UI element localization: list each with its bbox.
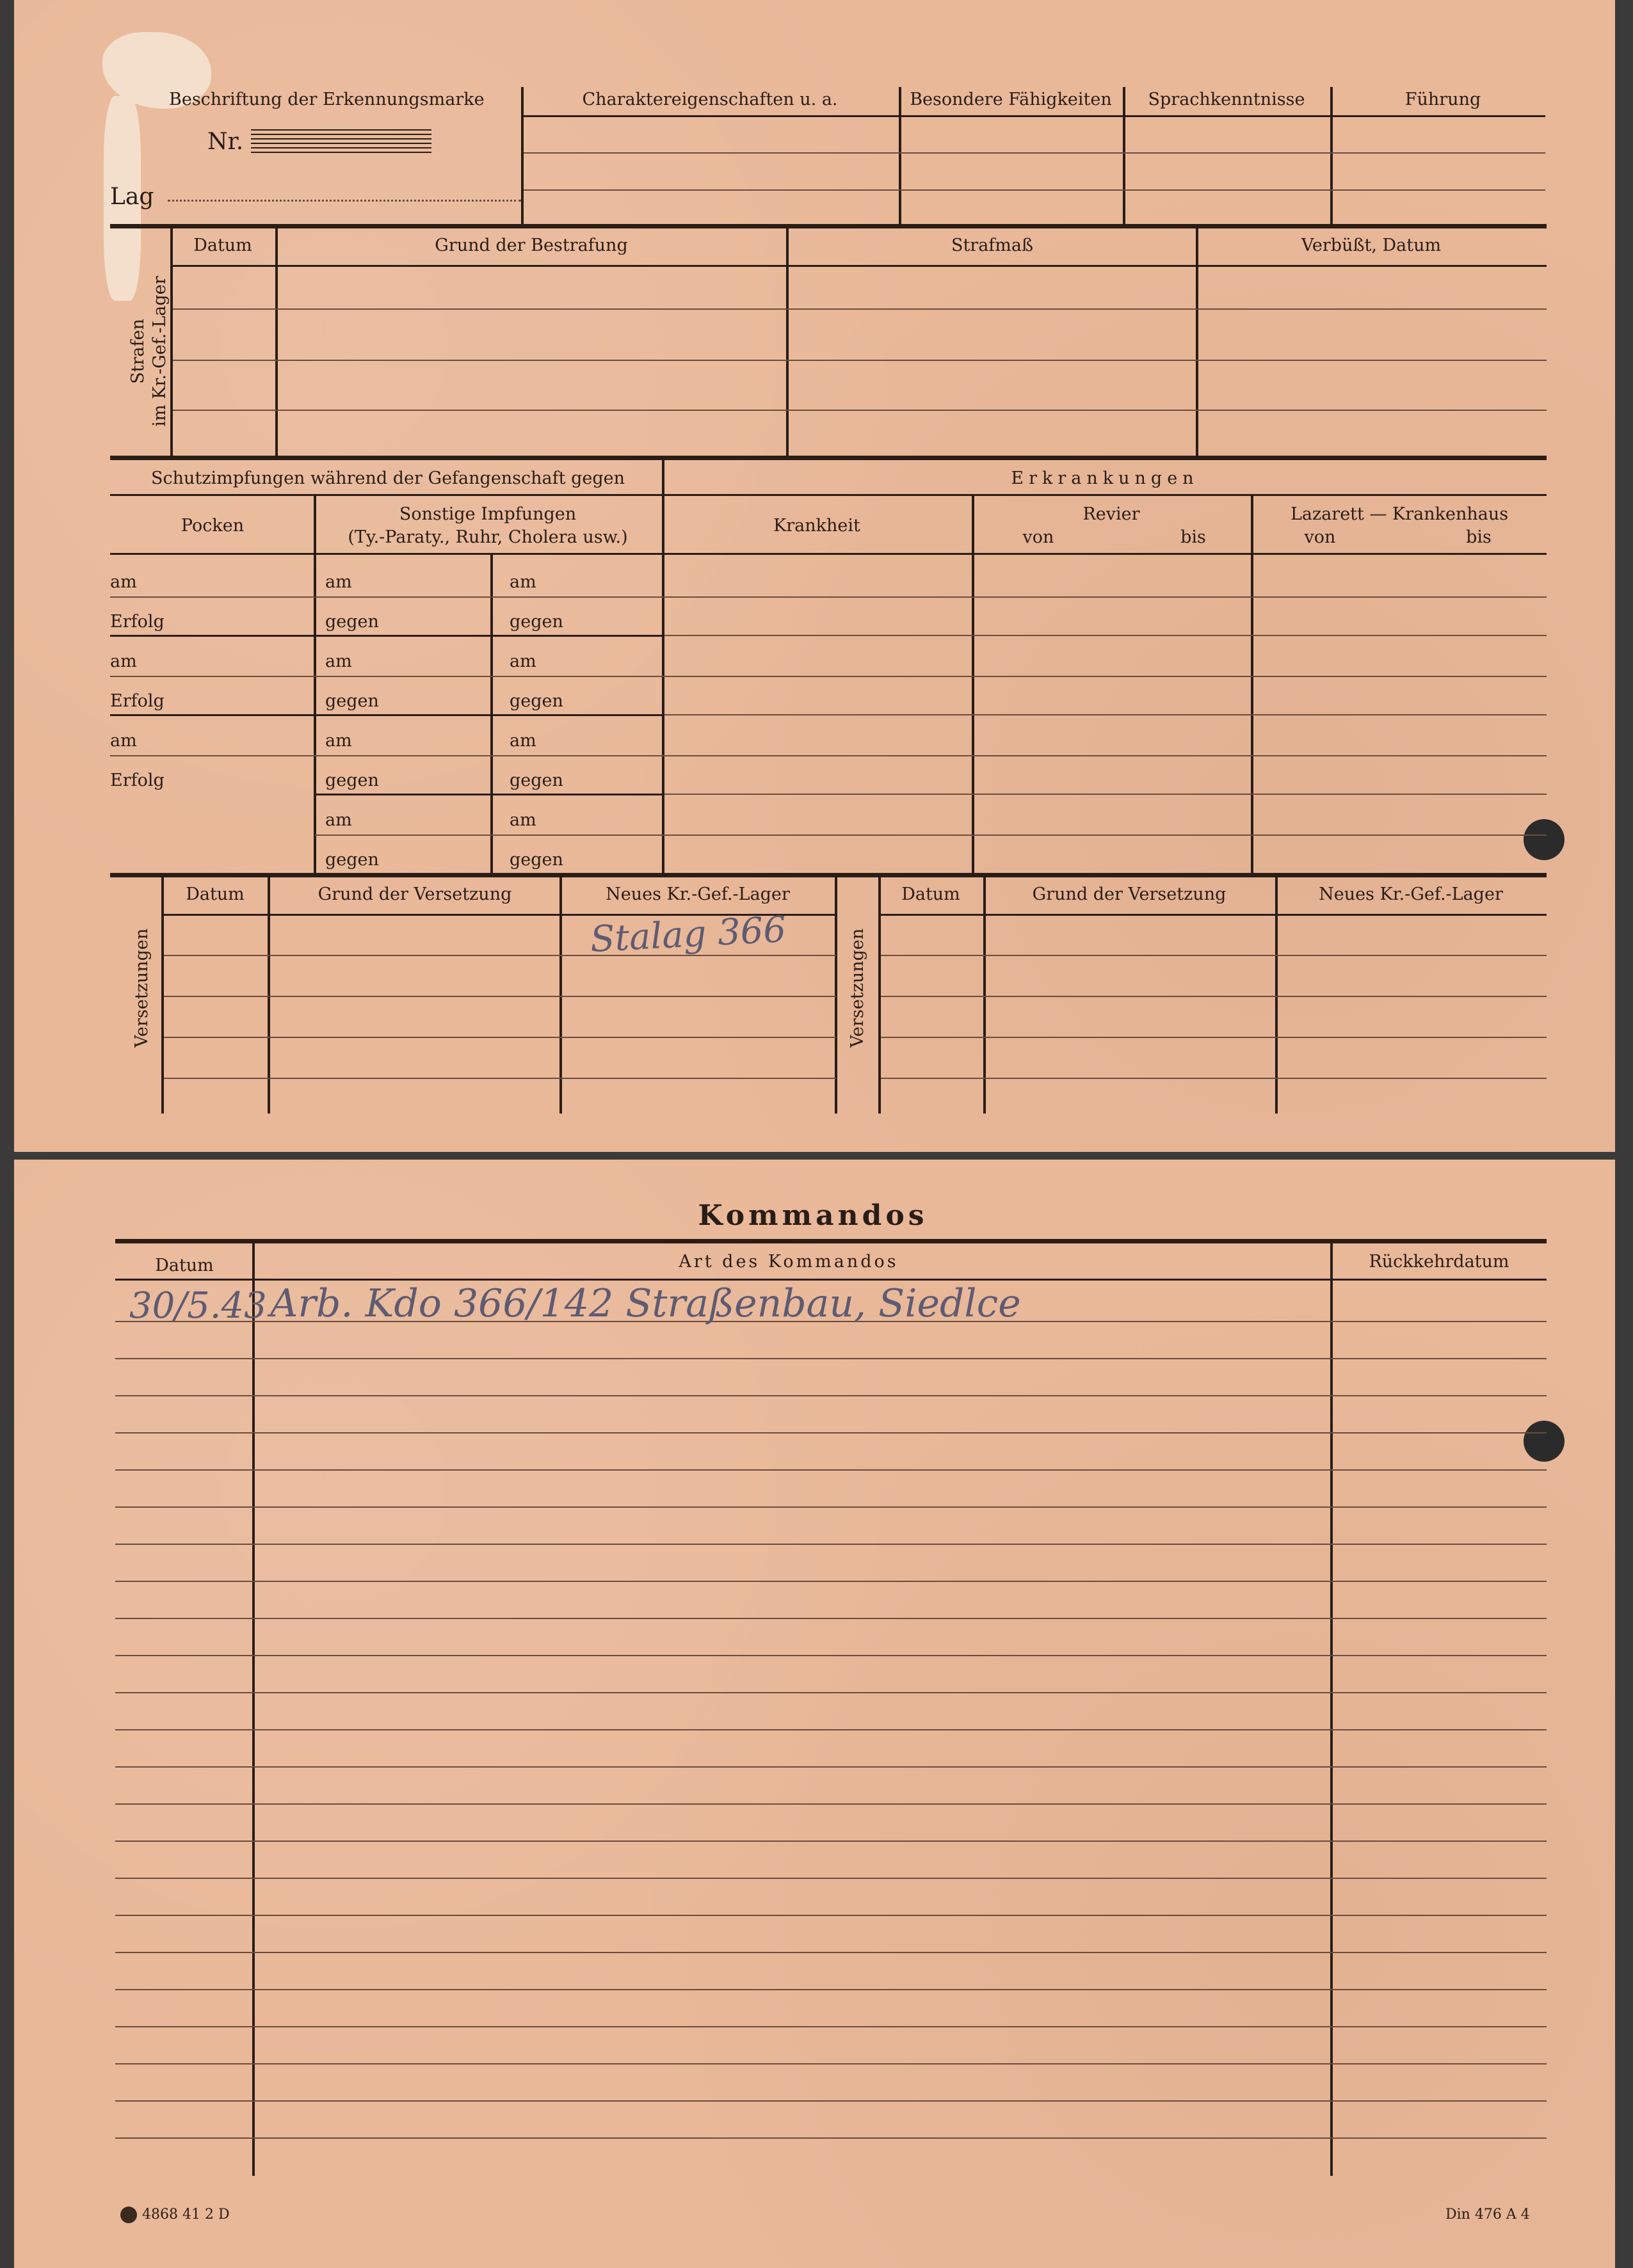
vers-datum-header-right: Datum [901,884,960,904]
sonstige-am-4a: am [325,810,352,830]
din-format: Din 476 A 4 [1445,2207,1530,2223]
strafen-datum-header: Datum [193,236,252,255]
sonstige-am-3b: am [510,731,536,751]
ruled-line [115,1506,1547,1508]
strafen-side-label: Strafen im Kr.-Gef.-Lager [128,276,170,427]
ruled-line [115,1841,1547,1842]
impfungen-title: Schutzimpfungen während der Gefangenschaft gegen [151,468,625,488]
sonstige-gegen-2b: gegen [510,691,563,711]
pocken-am-2: am [110,651,137,671]
rueckkehr-header: Rückkehrdatum [1369,1252,1509,1272]
nr-label: Nr. [207,129,244,155]
versetzungen-side-label-right: Versetzungen [848,928,867,1048]
ruled-line [115,1915,1547,1916]
ruled-line [115,1878,1547,1879]
ruled-line [115,1469,1547,1471]
charakter-header: Charaktereigenschaften u. a. [582,90,838,109]
ruled-line [115,1358,1547,1359]
tag-label: Beschriftung der Erkennungsmarke [169,90,485,109]
pocken-erfolg-2: Erfolg [110,691,165,711]
vers-grund-header-right: Grund der Versetzung [1032,884,1227,904]
ruled-line [115,1692,1547,1693]
ruled-line [115,1655,1547,1656]
strafen-grund-header: Grund der Bestrafung [435,236,628,255]
erkrankungen-title: Erkrankungen [1011,468,1199,488]
revier-header: Revier [1082,504,1140,524]
sonstige-am-4b: am [510,810,536,830]
revier-von: von [1022,527,1054,547]
sonstige-gegen-4b: gegen [510,850,563,870]
sonstige-header: Sonstige Impfungen [399,504,577,524]
fuehrung-header: Führung [1404,90,1481,109]
sonstige-gegen-4a: gegen [325,850,379,870]
revier-bis: bis [1180,527,1206,547]
sprachen-header: Sprachkenntnisse [1148,90,1305,109]
ruled-line [115,2063,1547,2064]
form-card-back [14,1160,1615,2268]
pocken-am-3: am [110,731,137,751]
pocken-header: Pocken [181,516,245,536]
kommandos-title: Kommandos [698,1199,928,1232]
sonstige-gegen-3b: gegen [510,771,563,790]
sonstige-am-2b: am [510,651,536,671]
handwritten-stalag: Stalag 366 [589,909,787,961]
ruled-line [115,2100,1547,2102]
lazarett-von: von [1304,527,1336,547]
lazarett-header: Lazarett — Krankenhaus [1290,504,1509,524]
punch-hole [1524,1421,1565,1462]
handwritten-kommando-date: 30/5.43 [129,1285,267,1327]
strafmass-header: Strafmaß [951,236,1034,255]
krankheit-header: Krankheit [773,516,860,536]
faehigkeiten-header: Besondere Fähigkeiten [910,90,1112,109]
sonstige-subheader: (Ty.-Paraty., Ruhr, Cholera usw.) [348,527,628,547]
vers-datum-header-left: Datum [186,884,245,904]
punch-hole [1524,819,1565,860]
pocken-erfolg-3: Erfolg [110,771,165,790]
sonstige-gegen-1b: gegen [510,612,563,632]
ruled-line [115,1618,1547,1619]
sonstige-gegen-1a: gegen [325,612,379,632]
nr-hatch [251,129,431,154]
ruled-line [115,1729,1547,1730]
pocken-am-1: am [110,572,137,592]
sonstige-gegen-2a: gegen [325,691,379,711]
ruled-line [115,1803,1547,1805]
ruled-line [115,1395,1547,1396]
lazarett-bis: bis [1466,527,1492,547]
ruled-line [115,1766,1547,1768]
pocken-erfolg-1: Erfolg [110,612,165,632]
vers-lager-header-right: Neues Kr.-Gef.-Lager [1319,884,1503,904]
ruled-line [115,1581,1547,1582]
ruled-line [115,1952,1547,1953]
sonstige-am-1b: am [510,572,536,592]
sonstige-am-3a: am [325,731,352,751]
versetzungen-side-label-left: Versetzungen [132,928,152,1048]
lager-label: Lag [110,184,154,210]
print-mark-icon [120,2207,137,2223]
lager-dotted-line [168,200,521,202]
handwritten-kommando-text: Arb. Kdo 366/142 Straßenbau, Siedlce [270,1281,1021,1326]
ruled-line [115,1432,1547,1433]
vers-lager-header-left: Neues Kr.-Gef.-Lager [606,884,790,904]
section-divider [110,224,1547,228]
ruled-line [115,1989,1547,1990]
verbuesst-header: Verbüßt, Datum [1301,236,1442,255]
ruled-line [115,1544,1547,1545]
print-code: 4868 41 2 D [142,2207,230,2223]
vers-grund-header-left: Grund der Versetzung [318,884,512,904]
ruled-line [115,2026,1547,2027]
sonstige-am-1a: am [325,572,352,592]
kommando-art-header: Art des Kommandos [679,1252,899,1272]
ruled-line [115,2137,1547,2139]
sonstige-gegen-3a: gegen [325,771,379,790]
sonstige-am-2a: am [325,651,352,671]
form-card-front [14,0,1615,1152]
kommando-datum-header: Datum [155,1256,214,1275]
